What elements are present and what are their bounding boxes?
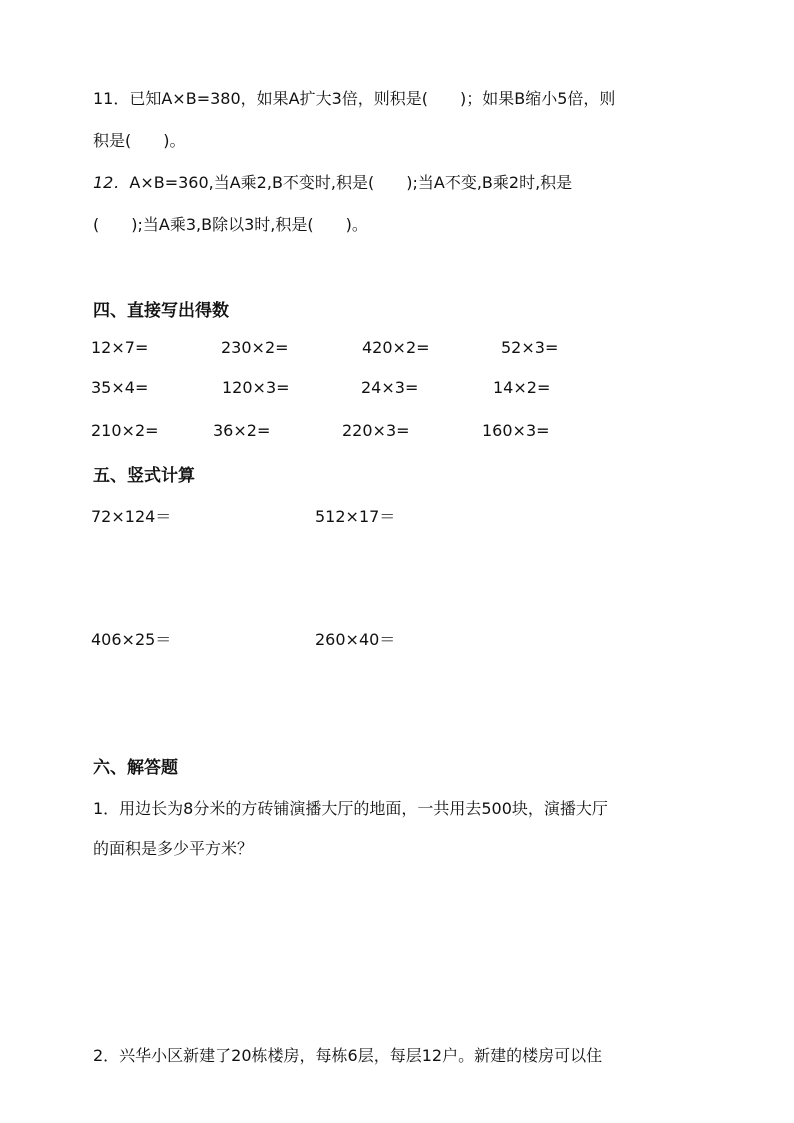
oral-calc-item: 52×3=	[501, 338, 559, 357]
oral-calc-item: 36×2=	[213, 421, 271, 440]
question-11-line-1: 11．已知A×B=380，如果A扩大3倍，则积是( )；如果B缩小5倍，则	[93, 89, 616, 108]
vertical-calc-item: 512×17＝	[315, 507, 396, 526]
oral-calc-item: 210×2=	[91, 421, 159, 440]
question-12-line-2: ( );当A乘3,B除以3时,积是( )。	[93, 215, 368, 234]
vertical-calc-item: 260×40＝	[315, 630, 396, 649]
question-12-number: 12．	[93, 173, 130, 192]
oral-calc-item: 14×2=	[493, 378, 551, 397]
oral-calc-item: 24×3=	[361, 378, 419, 397]
section-5-title: 五、竖式计算	[93, 466, 195, 486]
section-6-title: 六、解答题	[93, 758, 178, 778]
question-11-line-2: 积是( )。	[93, 131, 186, 150]
word-problem-2-line-1: 2．兴华小区新建了20栋楼房，每栋6层，每层12户。新建的楼房可以住	[93, 1046, 603, 1065]
question-12-text: A×B=360,当A乘2,B不变时,积是( );当A不变,B乘2时,积是	[129, 173, 573, 192]
oral-calc-item: 35×4=	[91, 378, 149, 397]
vertical-calc-item: 72×124＝	[91, 507, 172, 526]
word-problem-1-line-2: 的面积是多少平方米？	[93, 839, 254, 858]
oral-calc-item: 230×2=	[221, 338, 289, 357]
word-problem-1-line-1: 1．用边长为8分米的方砖铺演播大厅的地面，一共用去500块，演播大厅	[93, 799, 608, 818]
vertical-calc-item: 406×25＝	[91, 630, 172, 649]
oral-calc-item: 420×2=	[362, 338, 430, 357]
oral-calc-item: 220×3=	[342, 421, 410, 440]
section-4-title: 四、直接写出得数	[93, 301, 229, 321]
oral-calc-item: 120×3=	[222, 378, 290, 397]
oral-calc-item: 12×7=	[91, 338, 149, 357]
oral-calc-item: 160×3=	[482, 421, 550, 440]
question-12-line-1	[93, 170, 572, 193]
